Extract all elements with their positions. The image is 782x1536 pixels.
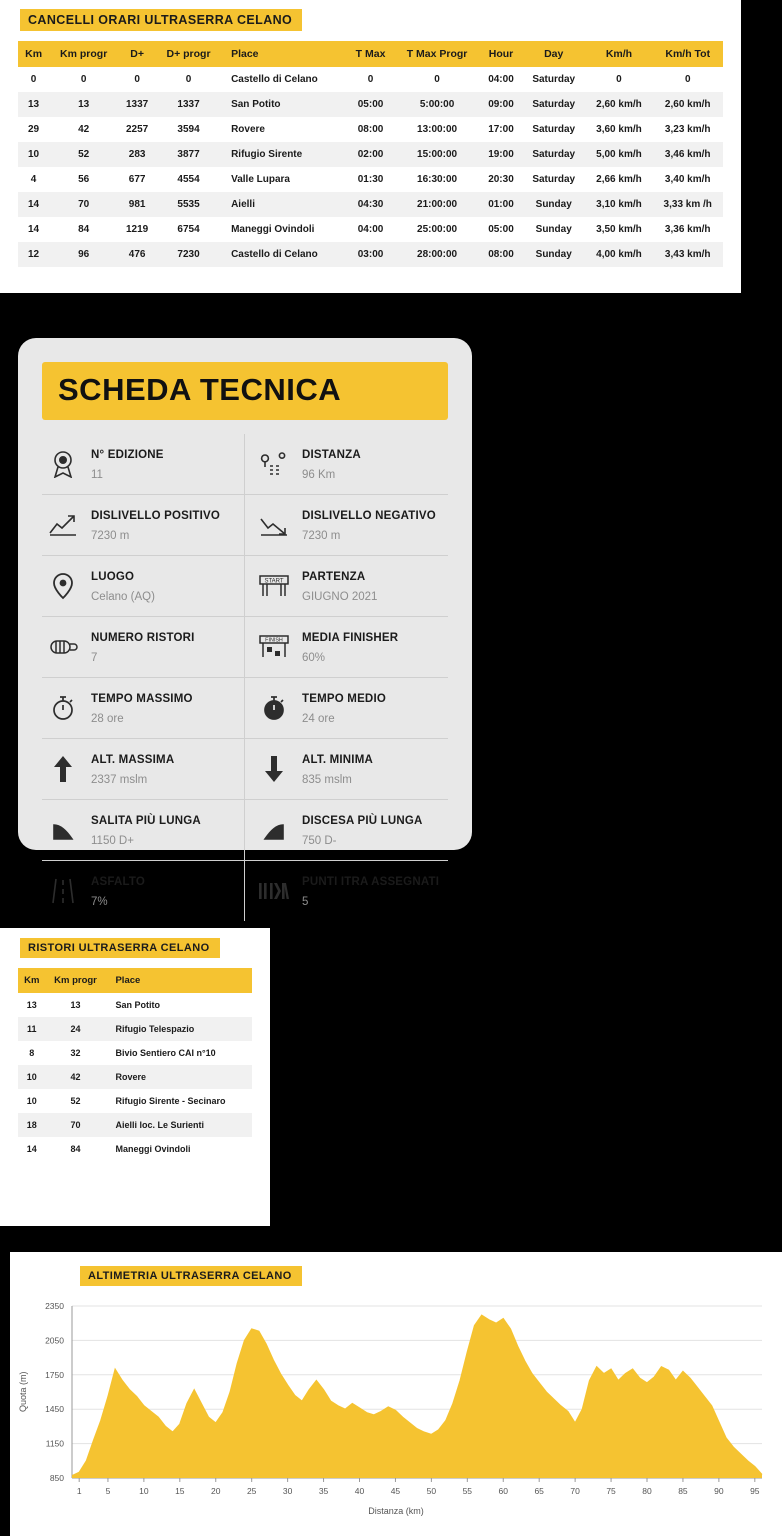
spec-label: PUNTI ITRA ASSEGNATI — [302, 876, 440, 888]
cell-kmh: 0 — [616, 74, 622, 85]
medal-icon — [44, 446, 82, 482]
cell-tmax: 0 — [367, 74, 374, 85]
cell-km: 8 — [29, 1048, 35, 1058]
svg-text:1750: 1750 — [45, 1369, 64, 1380]
cell-dplus: 981 — [128, 199, 146, 210]
cell-tmax-progr: 13:00:00 — [417, 124, 458, 135]
spec-value: GIUGNO 2021 — [302, 591, 378, 603]
spec-item-media-finisher — [245, 617, 448, 678]
cell-place: Rifugio Telespazio — [115, 1024, 195, 1034]
cell-dplus: 0 — [134, 74, 140, 85]
cell-dplus: 1337 — [125, 99, 149, 110]
cell-place: Maneggi Ovindoli — [231, 224, 315, 235]
cell-day: Saturday — [532, 99, 576, 110]
cell-km: 10 — [26, 1096, 37, 1106]
cell-hour: 08:00 — [488, 249, 514, 260]
table-row — [18, 242, 723, 267]
stopwatch-icon — [44, 690, 82, 726]
cell-hour: 09:00 — [488, 99, 514, 110]
ristori-table — [18, 968, 252, 1161]
cell-dplus-progr: 5535 — [177, 199, 200, 210]
altimetria-chart — [10, 1292, 782, 1522]
svg-text:60: 60 — [498, 1486, 508, 1496]
elevation-profile-svg — [10, 1292, 782, 1522]
svg-text:15: 15 — [175, 1486, 185, 1496]
spec-label: DISTANZA — [302, 449, 361, 461]
cell-km-progr: 70 — [70, 1120, 81, 1130]
spec-item-numero-ristori — [42, 617, 245, 678]
col-km-progr: Km progr — [46, 968, 106, 993]
cancelli-title-wrap — [0, 0, 741, 31]
svg-text:40: 40 — [354, 1486, 365, 1496]
cancelli-title: CANCELLI ORARI ULTRASERRA CELANO — [20, 9, 302, 31]
altimetria-title-wrap — [10, 1252, 782, 1286]
cell-day: Saturday — [532, 74, 576, 85]
cell-place: Aielli — [231, 199, 255, 210]
cell-day: Saturday — [532, 124, 576, 135]
cell-dplus-progr: 1337 — [177, 99, 200, 110]
cell-km-progr: 52 — [70, 1096, 81, 1106]
svg-text:75: 75 — [606, 1486, 616, 1496]
table-header-row — [18, 41, 723, 67]
altimetria-title: ALTIMETRIA ULTRASERRA CELANO — [80, 1266, 302, 1286]
cell-place: Castello di Celano — [231, 249, 318, 260]
spec-item-alt-massima — [42, 739, 245, 800]
spec-item-edizione — [42, 434, 245, 495]
scheda-tecnica-header — [42, 362, 448, 420]
cell-dplus: 283 — [128, 149, 146, 160]
col-dplus: D+ — [118, 41, 156, 67]
cell-dplus-progr: 3877 — [177, 149, 200, 160]
cell-tmax: 04:30 — [357, 199, 384, 210]
spec-item-salita-piu-lunga — [42, 800, 245, 861]
table-row — [18, 117, 723, 142]
y-axis-label: Quota (m) — [18, 1371, 28, 1412]
svg-text:80: 80 — [642, 1486, 652, 1496]
cell-km: 10 — [26, 1072, 37, 1082]
spec-value: 7% — [91, 896, 108, 908]
spec-value: 28 ore — [91, 713, 124, 725]
col-tmax: T Max — [347, 41, 394, 67]
spec-item-dislivello-positivo — [42, 495, 245, 556]
col-km: Km — [18, 41, 49, 67]
spec-value: 7230 m — [302, 530, 341, 542]
ristori-title-wrap — [0, 928, 270, 958]
col-day: Day — [522, 41, 586, 67]
table-row — [18, 142, 723, 167]
svg-text:2350: 2350 — [45, 1301, 64, 1311]
table-row — [18, 1089, 252, 1113]
ristori-table-head — [18, 968, 252, 993]
cell-tmax: 08:00 — [357, 124, 384, 135]
cell-kmh-tot: 3,23 km/h — [664, 124, 711, 135]
cell-km: 18 — [26, 1120, 37, 1130]
spec-value: 11 — [91, 469, 103, 481]
cell-kmh-tot: 3,33 km /h — [663, 199, 712, 210]
spec-label: PARTENZA — [302, 571, 366, 583]
cell-km-progr: 32 — [70, 1048, 81, 1058]
spec-value: 96 Km — [302, 469, 336, 481]
spec-item-asfalto — [42, 861, 245, 921]
svg-text:850: 850 — [49, 1473, 64, 1483]
spec-item-dislivello-negativo — [245, 495, 448, 556]
svg-text:20: 20 — [211, 1486, 221, 1496]
cell-kmh: 4,00 km/h — [596, 249, 642, 260]
cell-hour: 19:00 — [488, 149, 514, 160]
cell-dplus: 677 — [128, 174, 146, 185]
ristori-table-body — [18, 993, 252, 1161]
svg-text:55: 55 — [462, 1486, 473, 1496]
svg-text:85: 85 — [678, 1486, 688, 1496]
cell-kmh-tot: 2,60 km/h — [664, 99, 711, 110]
col-place: Place — [105, 968, 252, 993]
cell-km-progr: 52 — [78, 149, 90, 160]
cell-tmax: 05:00 — [357, 99, 384, 110]
col-dplus-progr: D+ progr — [156, 41, 221, 67]
spec-value: 5 — [302, 896, 309, 908]
cell-km-progr: 42 — [78, 124, 90, 135]
cell-km-progr: 96 — [78, 249, 90, 260]
spec-label: SALITA PIÙ LUNGA — [91, 815, 201, 827]
cancelli-table-body — [18, 67, 723, 267]
svg-text:65: 65 — [534, 1486, 544, 1496]
cell-dplus-progr: 7230 — [177, 249, 200, 260]
cell-place: Bivio Sentiero CAI n°10 — [115, 1048, 216, 1058]
cell-km-progr: 42 — [70, 1072, 81, 1082]
location-pin-icon — [44, 568, 82, 604]
cell-place: San Potito — [231, 99, 281, 110]
cell-km-progr: 70 — [78, 199, 90, 210]
spec-grid — [42, 434, 448, 921]
road-icon — [44, 873, 82, 909]
route-pin-icon — [255, 446, 293, 482]
cell-day: Sunday — [535, 249, 572, 260]
cell-kmh-tot: 3,36 km/h — [664, 224, 711, 235]
cell-km: 4 — [30, 174, 37, 185]
spec-value: 24 ore — [302, 713, 335, 725]
table-header-row — [18, 968, 252, 993]
cancelli-table-head — [18, 41, 723, 67]
cell-tmax: 03:00 — [357, 249, 384, 260]
spec-item-distanza — [245, 434, 448, 495]
cancelli-orari-section — [0, 0, 741, 293]
cell-kmh: 2,66 km/h — [596, 174, 642, 185]
svg-text:90: 90 — [714, 1486, 724, 1496]
spec-value: 2337 mslm — [91, 774, 148, 786]
cell-kmh-tot: 3,46 km/h — [664, 149, 711, 160]
cell-place: San Potito — [115, 1000, 160, 1010]
table-row — [18, 1113, 252, 1137]
cell-tmax: 01:30 — [357, 174, 384, 185]
cell-km-progr: 13 — [78, 99, 90, 110]
ristori-section — [0, 928, 270, 1226]
spec-item-alt-minima — [245, 739, 448, 800]
spec-value: 835 mslm — [302, 774, 352, 786]
spec-item-tempo-medio — [245, 678, 448, 739]
spec-value: 1150 D+ — [91, 835, 134, 847]
climb-icon — [44, 812, 82, 848]
table-row — [18, 67, 723, 92]
cell-kmh: 5,00 km/h — [596, 149, 642, 160]
cell-km: 10 — [28, 149, 40, 160]
cell-km: 14 — [28, 199, 40, 210]
svg-text:START: START — [264, 578, 284, 585]
cell-day: Saturday — [532, 149, 576, 160]
cell-km-progr: 24 — [70, 1024, 81, 1034]
cell-tmax-progr: 28:00:00 — [417, 249, 458, 260]
cell-day: Saturday — [532, 174, 576, 185]
svg-text:1: 1 — [76, 1486, 82, 1496]
cell-km: 13 — [28, 99, 40, 110]
cell-dplus: 1219 — [125, 224, 149, 235]
cell-tmax-progr: 15:00:00 — [417, 149, 458, 160]
spec-item-discesa-piu-lunga — [245, 800, 448, 861]
spec-label: LUOGO — [91, 571, 135, 583]
finish-gate-icon — [255, 629, 293, 665]
cell-tmax-progr: 25:00:00 — [417, 224, 458, 235]
cancelli-table-wrap — [0, 31, 741, 267]
spec-item-tempo-massimo — [42, 678, 245, 739]
col-tmax-progr: T Max Progr — [394, 41, 480, 67]
cell-km-progr: 56 — [78, 174, 90, 185]
water-bottle-icon — [44, 629, 82, 665]
scheda-tecnica-section — [18, 338, 472, 908]
cell-place: Aielli loc. Le Surienti — [115, 1120, 204, 1130]
svg-text:50: 50 — [426, 1486, 437, 1496]
svg-text:95: 95 — [750, 1486, 760, 1496]
cell-hour: 04:00 — [488, 74, 514, 85]
cell-place: Rovere — [115, 1072, 146, 1082]
cell-km: 11 — [27, 1024, 37, 1034]
cell-kmh-tot: 3,43 km/h — [664, 249, 711, 260]
cell-tmax: 02:00 — [357, 149, 384, 160]
cell-dplus-progr: 0 — [185, 74, 192, 85]
ristori-title: RISTORI ULTRASERRA CELANO — [20, 938, 220, 958]
svg-text:10: 10 — [139, 1486, 149, 1496]
cell-place: Rovere — [231, 124, 265, 135]
svg-text:1150: 1150 — [45, 1438, 64, 1449]
cell-tmax-progr: 0 — [434, 74, 440, 85]
cell-km: 29 — [28, 124, 40, 135]
cell-day: Sunday — [535, 199, 572, 210]
cell-day: Sunday — [535, 224, 572, 235]
col-kmh-tot: Km/h Tot — [652, 41, 723, 67]
spec-label: TEMPO MEDIO — [302, 693, 386, 705]
stopwatch-icon — [255, 690, 293, 726]
spec-label: ALT. MASSIMA — [91, 754, 175, 766]
table-row — [18, 1041, 252, 1065]
spec-item-luogo — [42, 556, 245, 617]
spec-value: Celano (AQ) — [91, 591, 155, 603]
svg-text:5: 5 — [105, 1486, 111, 1496]
x-axis-label: Distanza (km) — [368, 1506, 424, 1516]
svg-text:45: 45 — [390, 1486, 401, 1496]
spec-value: 7 — [91, 652, 98, 664]
svg-text:FINISH: FINISH — [265, 637, 283, 644]
cell-km-progr: 13 — [70, 1000, 81, 1010]
cell-dplus-progr: 3594 — [177, 124, 200, 135]
svg-text:2050: 2050 — [45, 1335, 64, 1346]
spec-label: N° EDIZIONE — [91, 449, 164, 461]
cell-place: Rifugio Sirente - Secinaro — [115, 1096, 226, 1106]
spec-value: 7230 m — [91, 530, 130, 542]
cell-place: Rifugio Sirente — [231, 149, 303, 160]
table-row — [18, 1065, 252, 1089]
cell-km: 0 — [30, 74, 37, 85]
cell-km: 13 — [26, 1000, 37, 1010]
cell-hour: 05:00 — [488, 224, 514, 235]
cell-kmh: 3,50 km/h — [596, 224, 642, 235]
descent-icon — [255, 812, 293, 848]
cell-tmax: 04:00 — [357, 224, 384, 235]
spec-item-punti-itra — [245, 861, 448, 921]
cell-km-progr: 84 — [70, 1144, 81, 1154]
cell-dplus-progr: 6754 — [177, 224, 200, 235]
cancelli-table — [18, 41, 723, 267]
cell-place: Valle Lupara — [231, 174, 290, 185]
uphill-chart-icon — [44, 507, 82, 543]
cell-km: 14 — [28, 224, 40, 235]
spec-item-partenza — [245, 556, 448, 617]
table-row — [18, 993, 252, 1017]
table-row — [18, 192, 723, 217]
cell-place: Maneggi Ovindoli — [115, 1144, 191, 1154]
svg-text:70: 70 — [570, 1486, 580, 1496]
cell-km-progr: 84 — [78, 224, 90, 235]
arrow-down-icon — [255, 751, 293, 787]
svg-text:30: 30 — [282, 1486, 293, 1496]
cell-km: 14 — [26, 1144, 37, 1154]
cell-kmh-tot: 3,40 km/h — [664, 174, 711, 185]
cell-tmax-progr: 16:30:00 — [417, 174, 458, 185]
arrow-up-icon — [44, 751, 82, 787]
itra-icon — [255, 873, 293, 909]
svg-text:1450: 1450 — [45, 1404, 64, 1415]
col-place: Place — [221, 41, 347, 67]
cell-kmh: 3,60 km/h — [596, 124, 642, 135]
spec-label: MEDIA FINISHER — [302, 632, 399, 644]
col-km: Km — [18, 968, 46, 993]
cell-kmh: 3,10 km/h — [596, 199, 642, 210]
cell-dplus: 476 — [128, 249, 146, 260]
cell-km-progr: 0 — [80, 74, 87, 85]
spec-label: DISLIVELLO POSITIVO — [91, 510, 221, 522]
cell-kmh-tot: 0 — [684, 74, 691, 85]
spec-label: ALT. MINIMA — [302, 754, 373, 766]
spec-value: 60% — [302, 652, 326, 664]
table-row — [18, 1137, 252, 1161]
start-gate-icon — [255, 568, 293, 604]
cell-tmax-progr: 5:00:00 — [419, 99, 455, 110]
cell-hour: 20:30 — [488, 174, 514, 185]
cell-km: 12 — [28, 249, 40, 260]
table-row — [18, 1017, 252, 1041]
cell-tmax-progr: 21:00:00 — [417, 199, 458, 210]
cell-place: Castello di Celano — [231, 74, 318, 85]
spec-label: DISCESA PIÙ LUNGA — [302, 815, 423, 827]
spec-label: NUMERO RISTORI — [91, 632, 195, 644]
downhill-chart-icon — [255, 507, 293, 543]
col-kmh: Km/h — [585, 41, 652, 67]
col-hour: Hour — [480, 41, 522, 67]
cell-dplus: 2257 — [125, 124, 149, 135]
ristori-table-wrap — [0, 958, 270, 1161]
altimetria-section — [10, 1252, 782, 1536]
svg-text:25: 25 — [246, 1486, 257, 1496]
cell-kmh: 2,60 km/h — [596, 99, 642, 110]
spec-label: DISLIVELLO NEGATIVO — [302, 510, 436, 522]
scheda-tecnica-title: SCHEDA TECNICA — [58, 372, 342, 407]
cell-hour: 01:00 — [488, 199, 514, 210]
spec-label: ASFALTO — [91, 876, 146, 888]
spec-label: TEMPO MASSIMO — [91, 693, 193, 705]
spec-value: 750 D- — [302, 835, 337, 847]
cell-dplus-progr: 4554 — [177, 174, 200, 185]
svg-text:35: 35 — [318, 1486, 329, 1496]
table-row — [18, 167, 723, 192]
table-row — [18, 92, 723, 117]
col-km-progr: Km progr — [49, 41, 118, 67]
table-row — [18, 217, 723, 242]
cell-hour: 17:00 — [488, 124, 514, 135]
